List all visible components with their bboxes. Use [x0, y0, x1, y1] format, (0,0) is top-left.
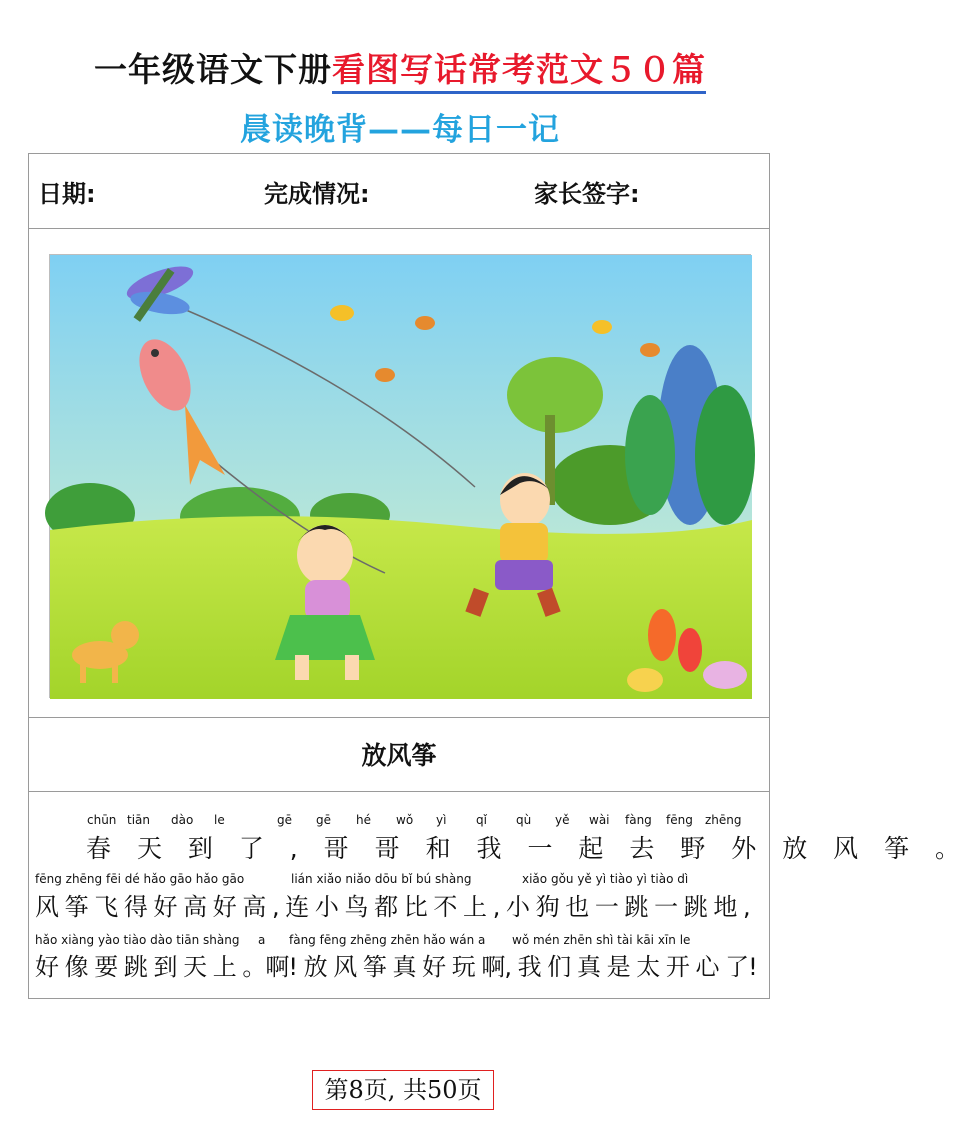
pinyin: gē: [277, 813, 292, 827]
page-subtitle: 晨读晚背——每日一记: [240, 112, 560, 148]
essay-title: 放风筝: [361, 741, 437, 770]
pinyin: zhēng: [705, 813, 742, 827]
pinyin: lián xiǎo niǎo dōu bǐ bú shàng: [291, 872, 472, 886]
pinyin: hǎo xiàng yào tiào dào tiān shàng: [35, 933, 240, 947]
kite-illustration: [49, 254, 751, 698]
pinyin: wǒ: [396, 813, 414, 827]
hanzi-text: 春 天 到 了 , 哥 哥 和 我 一 起 去 野 外 放 风 筝 。: [86, 834, 969, 863]
pinyin: fēng: [666, 813, 693, 827]
pinyin: qǐ: [476, 813, 487, 827]
hanzi-text: 好 像 要 跳 到 天 上 。啊! 放 风 筝 真 好 玩 啊, 我 们 真 是 太 开 心 了!: [35, 953, 757, 981]
pinyin: xiǎo gǒu yě yì tiào yì tiào dì: [522, 872, 689, 886]
date-label: 日期:: [38, 180, 96, 208]
pinyin: fēng zhēng fēi dé hǎo gāo hǎo gāo: [35, 872, 245, 886]
pinyin: wǒ mén zhēn shì tài kāi xīn le: [512, 933, 691, 947]
parent-sign-label: 家长签字:: [534, 180, 640, 208]
pinyin: wài: [589, 813, 610, 827]
pinyin: gē: [316, 813, 331, 827]
pinyin: le: [214, 813, 225, 827]
divider: [29, 228, 769, 229]
pinyin: qù: [516, 813, 532, 827]
divider: [29, 791, 769, 792]
pinyin: a: [258, 933, 266, 947]
page-title: [0, 44, 800, 91]
title-collection: 看图写话常考范文５０篇: [332, 50, 706, 94]
pinyin: fàng: [625, 813, 652, 827]
title-grade: 一年级语文下册: [94, 50, 332, 89]
divider: [29, 717, 769, 718]
pinyin: chūn: [87, 813, 117, 827]
completion-label: 完成情况:: [264, 180, 370, 208]
pinyin: yì: [436, 813, 447, 827]
pinyin: yě: [555, 813, 570, 827]
pinyin: dào: [171, 813, 194, 827]
pinyin: tiān: [127, 813, 150, 827]
pinyin: hé: [356, 813, 371, 827]
pinyin: fàng fēng zhēng zhēn hǎo wán a: [289, 933, 486, 947]
hanzi-text: 风 筝 飞 得 好 高 好 高 , 连 小 鸟 都 比 不 上 , 小 狗 也 一 跳 一 跳 地 ,: [35, 893, 750, 921]
page-indicator: 第8页, 共50页: [312, 1070, 494, 1110]
